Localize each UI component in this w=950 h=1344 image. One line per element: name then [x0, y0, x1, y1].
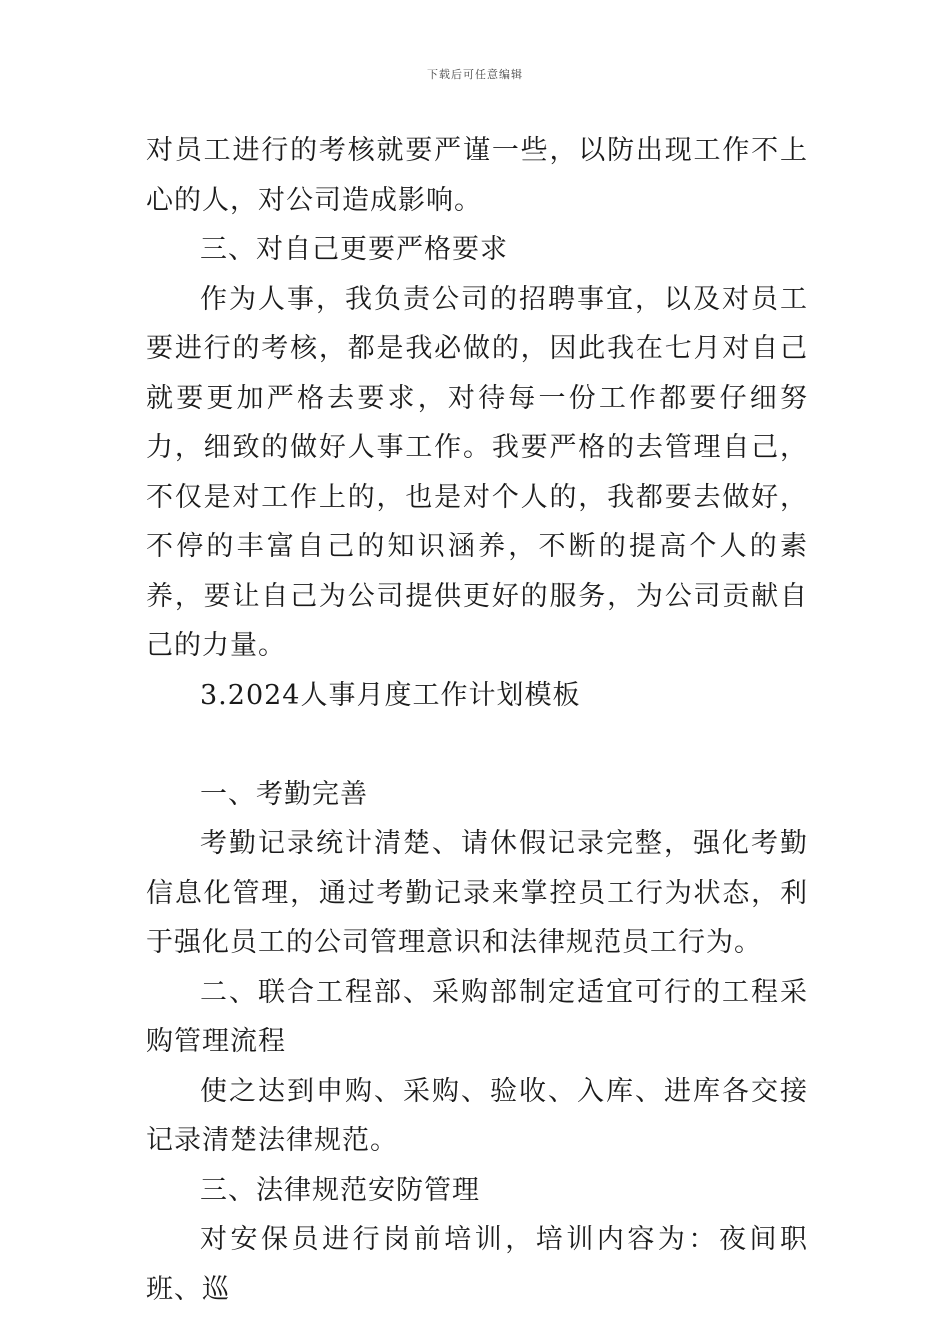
header-note: 下载后可任意编辑: [427, 68, 523, 81]
heading-attendance: 一、考勤完善: [200, 778, 368, 810]
heading-self-requirements: 三、对自己更要严格要求: [200, 234, 508, 265]
paragraph-attendance: 考勤记录统计清楚、请休假记录完整，强化考勤信息化管理，通过考勤记录来掌控员工行为状态，利于强化员工的公司管理意识和法律规范员工行为。: [146, 828, 808, 958]
document-body: [146, 126, 808, 1314]
paragraph-continued: 对员工进行的考核就要严谨一些，以防出现工作不上心的人，对公司造成影响。: [146, 135, 808, 216]
paragraph-security: 对安保员进行岗前培训，培训内容为：夜间职班、巡: [146, 1224, 808, 1305]
section-title: 3.2024人事月度工作计划模板: [200, 679, 581, 711]
paragraph-procurement: 使之达到申购、采购、验收、入库、进库各交接记录清楚法律规范。: [146, 1075, 808, 1156]
blank-line: [146, 720, 808, 770]
heading-procurement: 二、联合工程部、采购部制定适宜可行的工程采购管理流程: [146, 976, 808, 1057]
paragraph-self-requirements: 作为人事，我负责公司的招聘事宜，以及对员工要进行的考核，都是我必做的，因此我在七月对自己就要更加严格去要求，对待每一份工作都要仔细努力，细致的做好人事工作。我要严格的去管理自己，不仅是对工作上的，也是对个人的，我都要去做好，不停的丰富自己的知识涵养，不断的提高个人的素养，要让自己为公司提供更好的服务，为公司贡献自己的力量。: [146, 283, 808, 661]
heading-security: 三、法律规范安防管理: [200, 1174, 480, 1206]
